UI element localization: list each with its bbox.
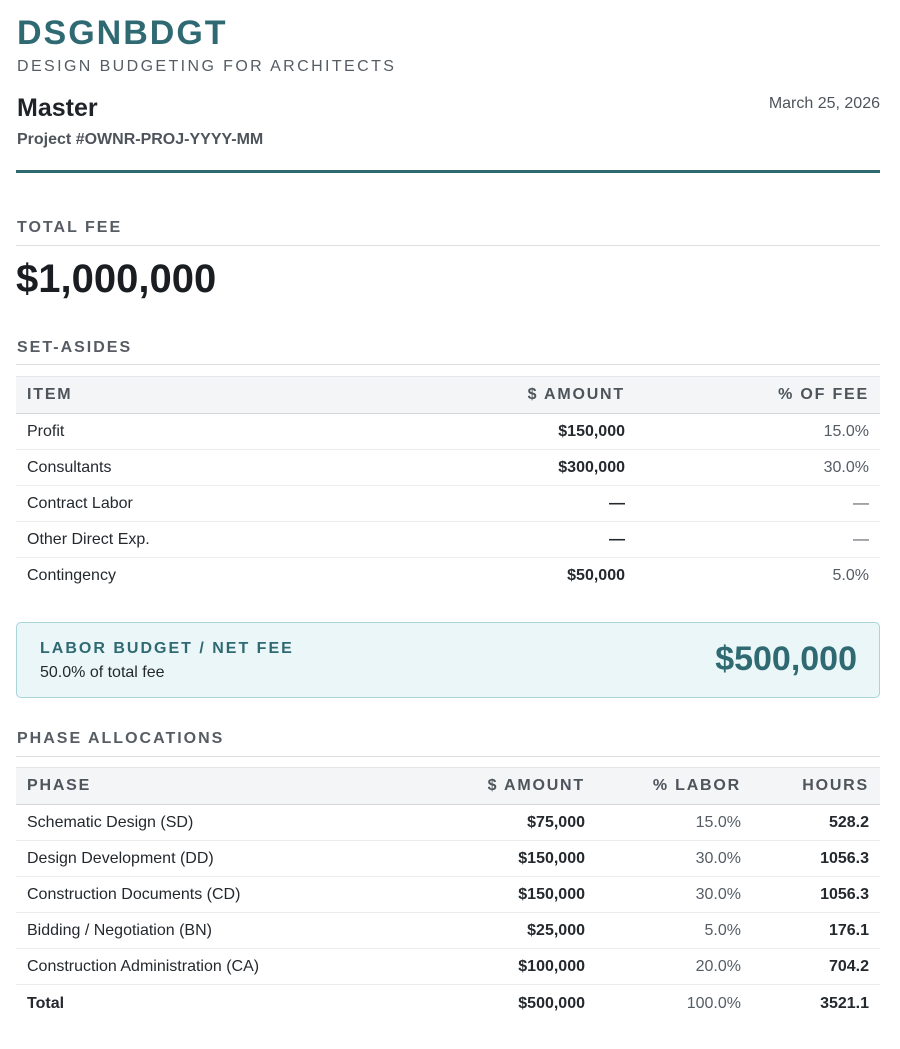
total-hours: 3521.1	[752, 985, 880, 1024]
table-row	[16, 841, 880, 877]
brand-tagline: DESIGN BUDGETING FOR ARCHITECTS	[17, 58, 397, 75]
phase-amount: $75,000	[396, 805, 596, 841]
project-id: Project #OWNR-PROJ-YYYY-MM	[17, 131, 264, 148]
phase-amount: $150,000	[396, 841, 596, 877]
table-row	[16, 805, 880, 841]
item-label: Contingency	[27, 566, 116, 584]
item-label: Profit	[16, 414, 386, 450]
item-label: Contract Labor	[16, 486, 386, 522]
table-row	[16, 877, 880, 913]
phase-allocations-table	[16, 767, 880, 1023]
phase-amount: $100,000	[396, 949, 596, 985]
item-pct: 15.0%	[636, 414, 880, 450]
project-name: Master	[17, 94, 98, 122]
table-row	[16, 949, 880, 985]
total-fee-divider	[16, 245, 880, 246]
item-pct: 30.0%	[636, 450, 880, 486]
item-pct: 5.0%	[832, 566, 869, 584]
phase-pct: 30.0%	[596, 841, 752, 877]
set-asides-header-row	[16, 377, 880, 414]
item-pct: —	[636, 486, 880, 522]
table-row	[16, 913, 880, 949]
phase-hours: 1056.3	[752, 877, 880, 913]
phase-amount: $25,000	[396, 913, 596, 949]
phase-allocations-divider	[16, 756, 880, 757]
labor-budget-amount: $500,000	[715, 640, 857, 678]
col-pct-labor: % LABOR	[596, 768, 752, 805]
total-pct: 100.0%	[596, 985, 752, 1024]
phase-pct: 30.0%	[596, 877, 752, 913]
col-hours: HOURS	[752, 768, 880, 805]
phase-header-row	[16, 768, 880, 805]
item-amount: $150,000	[386, 414, 636, 450]
table-row	[16, 522, 880, 558]
brand-logo: DSGNBDGT	[17, 14, 228, 52]
col-amount: $ AMOUNT	[396, 768, 596, 805]
header-divider	[16, 170, 880, 173]
phase-hours: 176.1	[752, 913, 880, 949]
phase-label: Schematic Design (SD)	[16, 805, 396, 841]
phase-allocations-heading: PHASE ALLOCATIONS	[17, 730, 225, 747]
phase-amount: $150,000	[396, 877, 596, 913]
item-amount: $300,000	[386, 450, 636, 486]
set-asides-divider	[16, 364, 880, 365]
col-item: ITEM	[16, 377, 386, 414]
labor-budget-subtitle: 50.0% of total fee	[40, 664, 165, 681]
set-asides-heading: SET-ASIDES	[17, 339, 133, 356]
table-row	[16, 558, 880, 594]
phase-hours: 704.2	[752, 949, 880, 985]
phase-pct: 5.0%	[596, 913, 752, 949]
phase-label: Design Development (DD)	[16, 841, 396, 877]
item-amount: —	[386, 522, 636, 558]
item-amount: $50,000	[567, 566, 625, 584]
item-pct: —	[636, 522, 880, 558]
item-amount: —	[386, 486, 636, 522]
report-date: March 25, 2026	[768, 95, 880, 112]
phase-label: Construction Administration (CA)	[16, 949, 396, 985]
col-phase: PHASE	[16, 768, 396, 805]
total-amount: $500,000	[396, 985, 596, 1024]
item-label: Consultants	[16, 450, 386, 486]
total-fee-heading: TOTAL FEE	[17, 219, 123, 236]
phase-hours: 528.2	[752, 805, 880, 841]
item-label: Other Direct Exp.	[16, 522, 386, 558]
total-fee-amount: $1,000,000	[16, 257, 217, 301]
phase-pct: 15.0%	[596, 805, 752, 841]
phase-hours: 1056.3	[752, 841, 880, 877]
phase-pct: 20.0%	[596, 949, 752, 985]
set-asides-table	[16, 376, 880, 593]
table-row	[16, 450, 880, 486]
phase-label: Bidding / Negotiation (BN)	[16, 913, 396, 949]
col-pct-fee: % OF FEE	[636, 377, 880, 414]
col-amount: $ AMOUNT	[386, 377, 636, 414]
labor-budget-title: LABOR BUDGET / NET FEE	[40, 640, 294, 657]
total-row	[16, 985, 880, 1024]
total-label: Total	[16, 985, 396, 1024]
labor-budget-card	[16, 622, 880, 698]
table-row	[16, 414, 880, 450]
table-row	[16, 486, 880, 522]
phase-label: Construction Documents (CD)	[16, 877, 396, 913]
